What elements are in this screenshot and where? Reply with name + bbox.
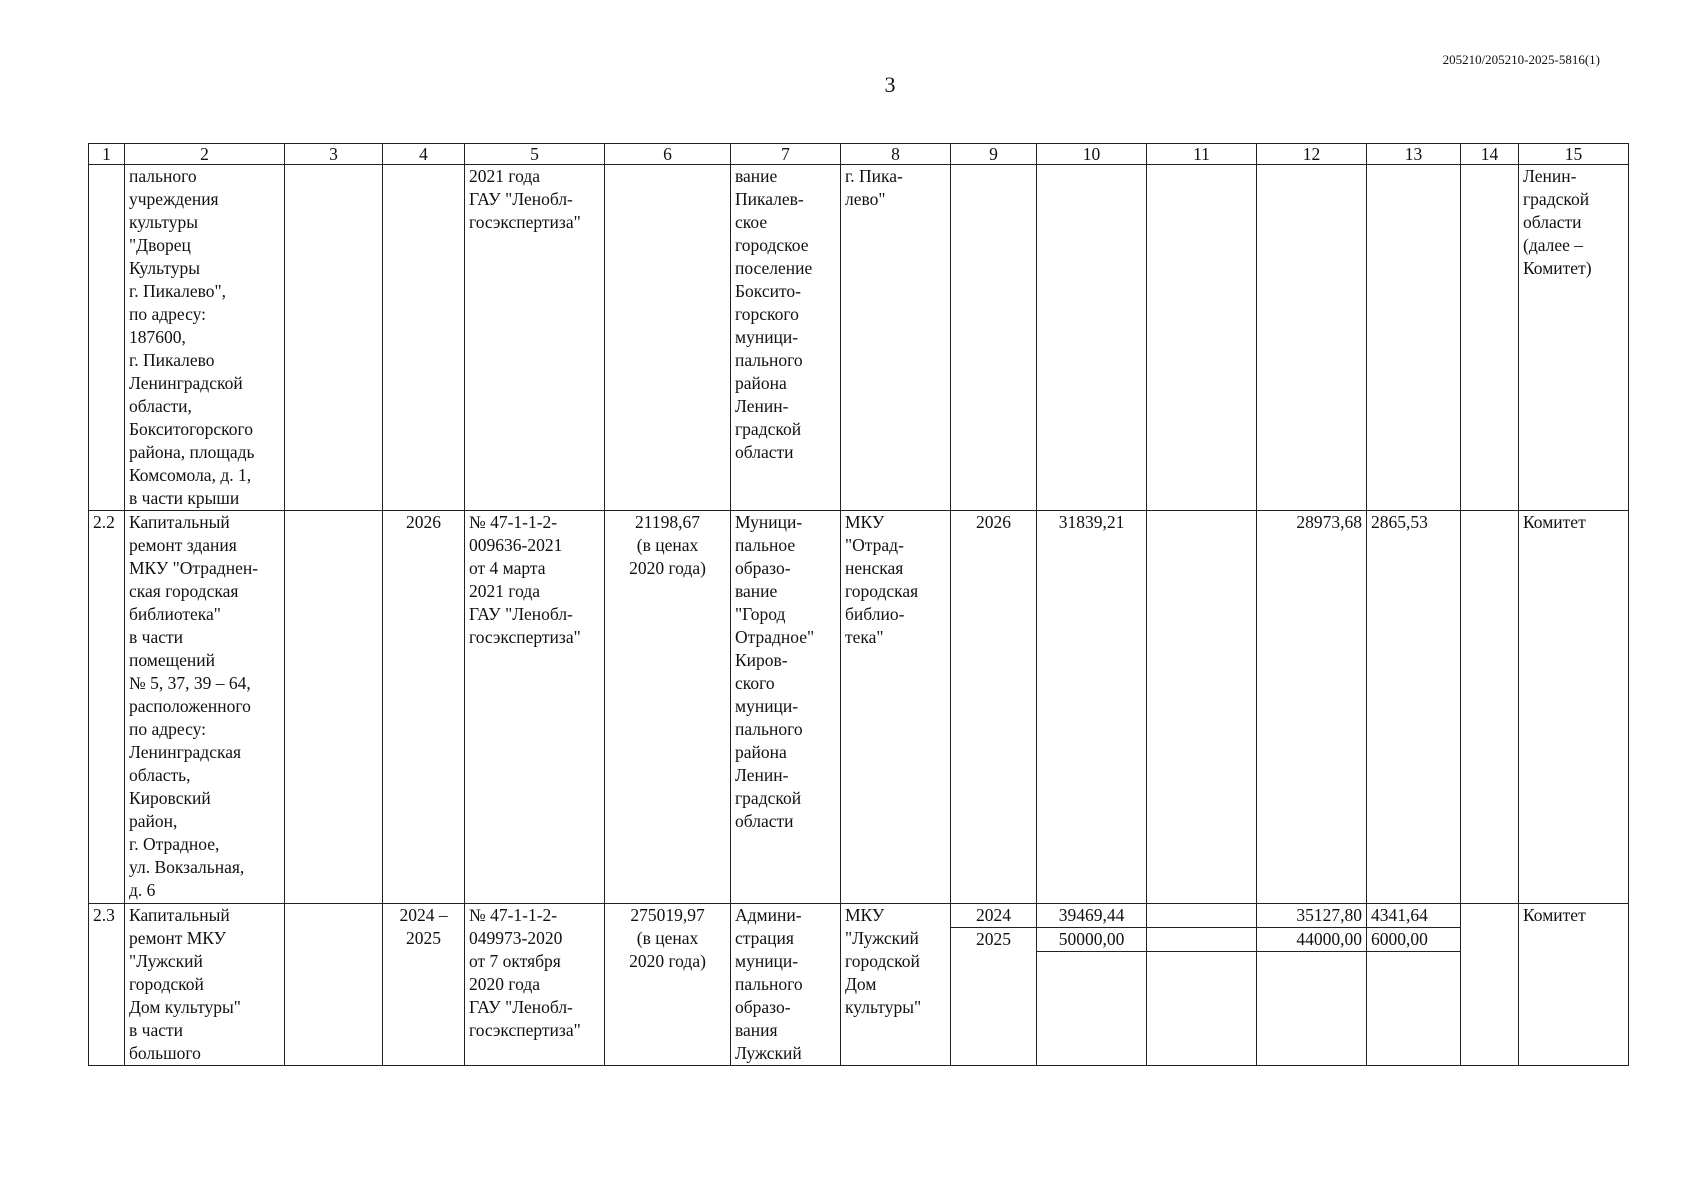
cell — [1461, 165, 1519, 511]
document-number: 205210/205210-2025-5816(1) — [1442, 52, 1600, 67]
column-number: 15 — [1519, 144, 1629, 165]
page-number: 3 — [884, 72, 896, 97]
row-number: 2.2 — [89, 511, 125, 904]
cell — [1147, 165, 1257, 511]
cell — [1147, 904, 1256, 928]
recipient: МКУ "Лужский городской Дом культуры" — [841, 904, 951, 1066]
total-amount: 50000,00 — [1037, 928, 1146, 952]
cell-period — [383, 165, 465, 511]
column-number: 8 — [841, 144, 951, 165]
responsible-executor: Ленин- градской области (далее – Комитет) — [1519, 165, 1629, 511]
table-row — [89, 511, 1629, 904]
expertise-conclusion: № 47-1-1-2- 049973-2020 от 7 октября 2020 года ГАУ "Ленобл- госэкспертиза" — [465, 904, 605, 1066]
total-amount: 31839,21 — [1037, 511, 1147, 904]
cell — [1461, 904, 1519, 1066]
local-budget-split — [1367, 904, 1461, 1066]
recipient: МКУ "Отрад- ненская городская библио- тека" — [841, 511, 951, 904]
column-number: 6 — [605, 144, 731, 165]
column-number: 11 — [1147, 144, 1257, 165]
municipality: Админи- страция муници- пального образо- вания Лужский — [731, 904, 841, 1066]
cell — [1147, 511, 1257, 904]
year: 2024 — [951, 904, 1036, 928]
recipient: г. Пика- лево" — [841, 165, 951, 511]
local-budget: 6000,00 — [1367, 928, 1460, 952]
column-number: 3 — [285, 144, 383, 165]
column-number: 12 — [1257, 144, 1367, 165]
year — [951, 165, 1037, 511]
local-budget: 4341,64 — [1367, 904, 1460, 928]
row-number — [89, 165, 125, 511]
row-number: 2.3 — [89, 904, 125, 1066]
year: 2026 — [951, 511, 1037, 904]
column-number: 14 — [1461, 144, 1519, 165]
responsible-executor: Комитет — [1519, 904, 1629, 1066]
cell — [1461, 511, 1519, 904]
table-row — [89, 904, 1629, 1066]
estimated-cost — [605, 165, 731, 511]
column-number: 10 — [1037, 144, 1147, 165]
cell-period: 2024 – 2025 — [383, 904, 465, 1066]
estimated-cost: 21198,67 (в ценах 2020 года) — [605, 511, 731, 904]
responsible-executor: Комитет — [1519, 511, 1629, 904]
column-number: 1 — [89, 144, 125, 165]
cell — [285, 904, 383, 1066]
table-header-row — [89, 144, 1629, 165]
local-budget — [1367, 165, 1461, 511]
cell-period: 2026 — [383, 511, 465, 904]
column-number: 13 — [1367, 144, 1461, 165]
cell — [285, 165, 383, 511]
object-name: Капитальный ремонт МКУ "Лужский городской Дом культуры" в части большого — [125, 904, 285, 1066]
table-row — [89, 165, 1629, 511]
cell — [1147, 928, 1256, 952]
expertise-conclusion: 2021 года ГАУ "Ленобл- госэкспертиза" — [465, 165, 605, 511]
total-amount: 39469,44 — [1037, 904, 1146, 928]
expertise-conclusion: № 47-1-1-2- 009636-2021 от 4 марта 2021 года ГАУ "Ленобл- госэкспертиза" — [465, 511, 605, 904]
cell-split — [1147, 904, 1257, 1066]
object-name: пального учреждения культуры "Дворец Культуры г. Пикалево", по адресу: 187600, г. Пикалево Ленинградской области, Бокситогорского района, площадь Комсомола, д. 1, в части крыши — [125, 165, 285, 511]
year-split — [951, 904, 1037, 1066]
object-name: Капитальный ремонт здания МКУ "Отраднен- ская городская библиотека" в части помещений № 5, 37, 39 – 64, расположенного по адресу: Ленинградская область, Кировский район, г. Отрадное, ул. Вокзальная, д. 6 — [125, 511, 285, 904]
column-number: 2 — [125, 144, 285, 165]
regional-budget — [1257, 165, 1367, 511]
regional-budget: 28973,68 — [1257, 511, 1367, 904]
year: 2025 — [976, 929, 1011, 949]
column-number: 5 — [465, 144, 605, 165]
municipality: вание Пикалев- ское городское поселение Боксито- горского муници- пального района Ленин- градской области — [731, 165, 841, 511]
column-number: 4 — [383, 144, 465, 165]
estimated-cost: 275019,97 (в ценах 2020 года) — [605, 904, 731, 1066]
cell — [285, 511, 383, 904]
column-number: 7 — [731, 144, 841, 165]
municipality: Муници- пальное образо- вание "Город Отрадное" Киров- ского муници- пального района Ленин- градской области — [731, 511, 841, 904]
regional-budget-split — [1257, 904, 1367, 1066]
program-table — [88, 143, 1629, 1066]
column-number: 9 — [951, 144, 1037, 165]
regional-budget: 35127,80 — [1257, 904, 1366, 928]
local-budget: 2865,53 — [1367, 511, 1461, 904]
regional-budget: 44000,00 — [1257, 928, 1366, 952]
total-amount — [1037, 165, 1147, 511]
total-amount-split — [1037, 904, 1147, 1066]
